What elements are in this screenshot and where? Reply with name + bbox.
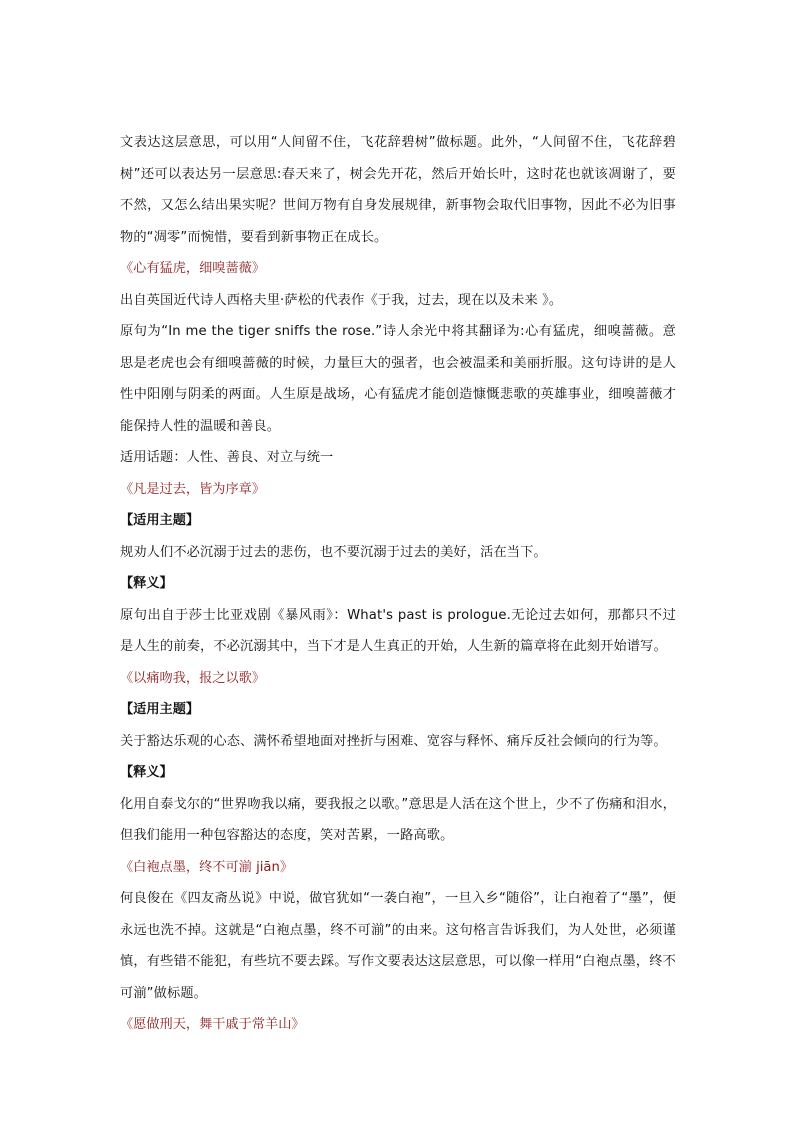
section-meaning-label: 【释义】 [120, 765, 173, 780]
paragraph-white-robe-meaning: 何良俊在《四友斋丛说》中说，做官犹如“一袭白袍”，一旦入乡“随俗”，让白袍着了“墨”，便永远也洗不掉。这就是“白袍点墨，终不可湔”的由来。这句格言告诉我们，为人处世，必须谨慎，有些错不能犯，有些坑不要去踩。写作文要表达这层意思，可以像一样用“白袍点墨，终不可湔”做标题。 [120, 891, 676, 1001]
heading-past-prologue: 《凡是过去，皆为序章》 [120, 481, 266, 497]
paragraph-past-meaning: 原句出自于莎士比亚戏剧《暴风雨》：What's past is prologue.无论过去如何，那都只不过是人生的前奏，不必沉溺其中，当下才是人生真正的开始，人生新的篇章将在此刻开始谱写。 [120, 607, 676, 654]
paragraph-pain-theme: 关于豁达乐观的心态、满怀希望地面对挫折与困难、宽容与释怀、痛斥反社会倾向的行为等。 [120, 733, 667, 749]
section-meaning-label: 【释义】 [120, 576, 173, 591]
section-theme-label: 【适用主题】 [120, 513, 200, 528]
heading-xingtian: 《愿做刑天，舞干戚于常羊山》 [120, 1017, 305, 1032]
paragraph-tiger-meaning: 原句为“In me the tiger sniffs the rose.”诗人余光中将其翻译为:心有猛虎，细嗅蔷薇。意思是老虎也会有细嗅蔷薇的时候，力量巨大的强者，也会被温柔和美丽折服。这句诗讲的是人性中阳刚与阴柔的两面。人生原是战场，心有猛虎才能创造慷慨悲歌的英雄事业，细嗅蔷薇才能保持人性的温暖和善良。 [120, 324, 676, 434]
document-body [120, 127, 676, 1041]
section-theme-label: 【适用主题】 [120, 702, 200, 717]
paragraph-flowers-intro: 文表达这层意思，可以用“人间留不住，飞花辞碧树”做标题。此外，“人间留不住，飞花辞碧树”还可以表达另一层意思:春天来了，树会先开花，然后开始长叶，这时花也就该凋谢了，要不然，又怎么结出果实呢？世间万物有自身发展规律，新事物会取代旧事物，因此不必为旧事物的“凋零”而惋惜，要看到新事物正在成长。 [120, 135, 676, 245]
heading-white-robe: 《白袍点墨，终不可湔 jiān》 [120, 859, 294, 875]
heading-tiger-rose: 《心有猛虎，细嗅蔷薇》 [120, 261, 266, 276]
paragraph-past-theme: 规劝人们不必沉溺于过去的悲伤，也不要沉溺于过去的美好，活在当下。 [120, 544, 547, 560]
paragraph-source-sassoon: 出自英国近代诗人西格夫里·萨松的代表作《于我，过去，现在以及未来 》。 [120, 292, 563, 308]
paragraph-topics: 适用话题：人性、善良、对立与统一 [120, 450, 334, 465]
paragraph-pain-meaning: 化用自泰戈尔的“世界吻我以痛，要我报之以歌。”意思是人活在这个世上，少不了伤痛和泪水，但我们能用一种包容豁达的态度，笑对苦累，一路高歌。 [120, 796, 676, 843]
heading-pain-song: 《以痛吻我，报之以歌》 [120, 670, 266, 686]
